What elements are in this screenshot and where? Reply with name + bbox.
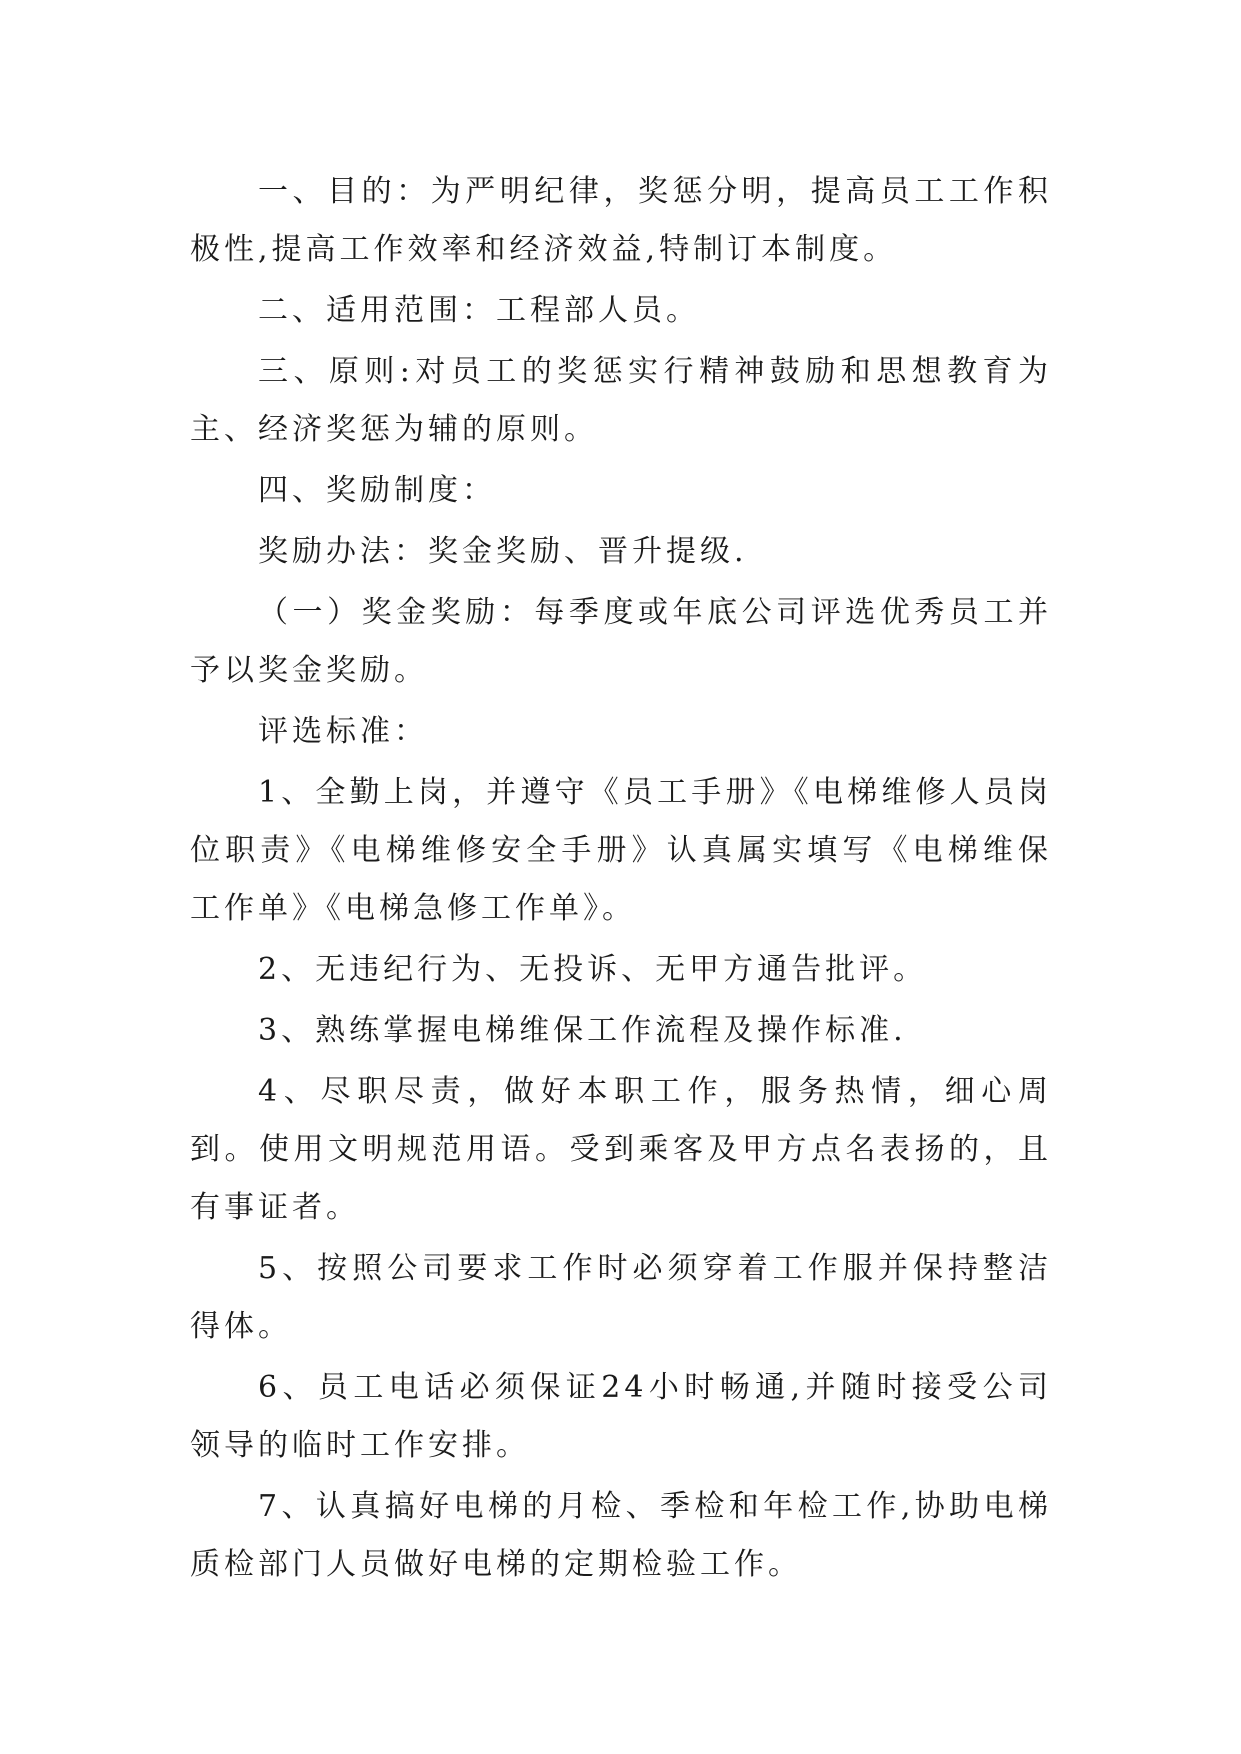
criteria-item-1: 1、全勤上岗，并遵守《员工手册》《电梯维修人员岗位职责》《电梯维修安全手册》认真属实填写《电梯维保工作单》《电梯急修工作单》。 xyxy=(190,775,1052,926)
paragraph-bonus-reward: （一）奖金奖励：每季度或年底公司评选优秀员工并予以奖金奖励。 xyxy=(190,595,1052,688)
paragraph-reward-system: 四、奖励制度： xyxy=(258,473,496,508)
document-body xyxy=(190,163,1052,1594)
paragraph-purpose: 一、目的：为严明纪律，奖惩分明，提高员工工作积极性,提高工作效率和经济效益,特制订本制度。 xyxy=(190,174,1052,267)
criteria-item-4: 4、尽职尽责，做好本职工作，服务热情，细心周到。使用文明规范用语。受到乘客及甲方点名表扬的，且有事证者。 xyxy=(190,1074,1052,1225)
criteria-item-5: 5、按照公司要求工作时必须穿着工作服并保持整洁得体。 xyxy=(190,1251,1052,1344)
criteria-item-3: 3、熟练掌握电梯维保工作流程及操作标准. xyxy=(258,1013,907,1048)
paragraph-principle: 三、原则:对员工的奖惩实行精神鼓励和思想教育为主、经济奖惩为辅的原则。 xyxy=(190,354,1052,447)
criteria-item-7: 7、认真搞好电梯的月检、季检和年检工作,协助电梯质检部门人员做好电梯的定期检验工作。 xyxy=(190,1489,1052,1582)
criteria-item-2: 2、无违纪行为、无投诉、无甲方通告批评。 xyxy=(258,952,928,987)
paragraph-scope: 二、适用范围：工程部人员。 xyxy=(258,293,700,328)
criteria-item-6: 6、员工电话必须保证24小时畅通,并随时接受公司领导的临时工作安排。 xyxy=(190,1370,1052,1463)
paragraph-criteria-heading: 评选标准： xyxy=(258,714,428,749)
paragraph-reward-methods: 奖励办法：奖金奖励、晋升提级. xyxy=(258,534,748,569)
